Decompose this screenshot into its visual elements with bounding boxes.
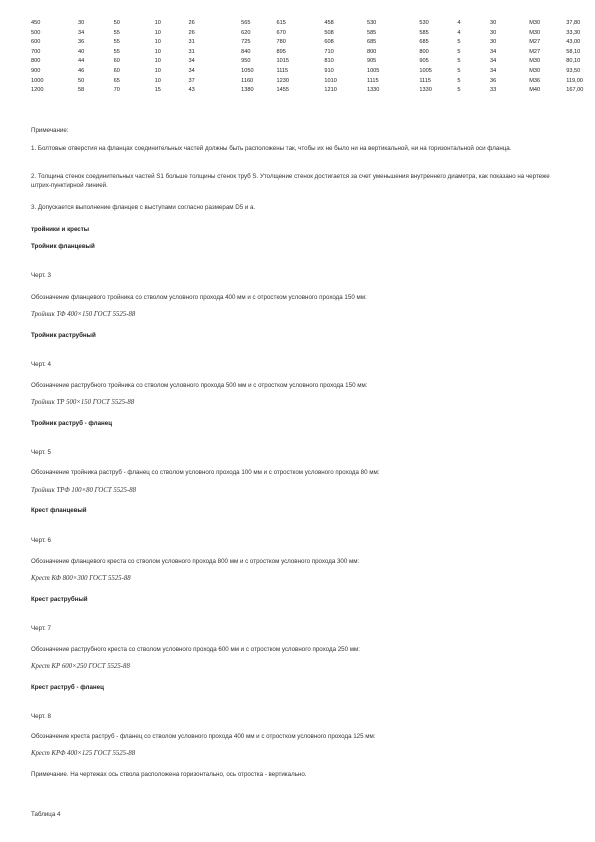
table-cell: 620 <box>241 29 251 36</box>
table-cell: 1005 <box>366 67 380 74</box>
table-cell: 1455 <box>276 87 289 94</box>
table-cell: 58 <box>78 87 85 94</box>
table-cell: 685 <box>366 39 377 46</box>
table-cell: 905 <box>419 58 429 65</box>
section-heading-tees-crosses: тройники и кресты <box>31 226 90 233</box>
table-cell: 700 <box>31 48 41 55</box>
table-cell: 450 <box>31 20 41 26</box>
table-cell: 1000 <box>31 77 44 84</box>
table-cell: 93,50 <box>566 67 581 74</box>
table-cell: 1210 <box>324 87 337 94</box>
table-cell: 34 <box>490 48 497 55</box>
table-cell: 10 <box>154 39 161 46</box>
note-2: 2. Толщина стенок соединительных частей S1 больше толщины стенок труб S. Утолщение стенок достигается за счет уменьшения внутреннего диаметра, как показано на чертеже штрих-пунктирной линией. <box>31 173 550 189</box>
heading-cross-socket: Крест раструбный <box>31 596 88 603</box>
table-cell: 1330 <box>366 87 380 94</box>
table-cell: 34 <box>490 58 497 65</box>
table-cell: 65 <box>113 77 120 84</box>
table-cell: 5 <box>457 67 461 74</box>
table-cell: 55 <box>113 29 120 36</box>
chart-label-7: Черт. 7 <box>31 625 51 632</box>
table-cell: 1010 <box>324 77 337 84</box>
designation-tee-socket-flange: Тройник ТРФ 100×80 ГОСТ 5525-88 <box>31 487 136 494</box>
chart-label-8: Черт. 8 <box>31 713 51 720</box>
designation-cross-socket-flange: Крест КРФ 400×125 ГОСТ 5525-88 <box>31 750 136 757</box>
table-cell: 685 <box>419 39 429 46</box>
table-row <box>31 67 595 77</box>
table-cell: M27 <box>529 39 541 46</box>
table-cell: 43 <box>188 87 195 94</box>
table-cell: 58,10 <box>566 48 581 55</box>
table-cell: 60 <box>113 67 120 74</box>
table-cell: 40 <box>78 48 85 55</box>
table-row <box>31 77 595 87</box>
table-cell: 670 <box>276 29 286 36</box>
table-cell: 1050 <box>241 67 254 74</box>
table-cell: 615 <box>276 20 286 26</box>
table-row <box>31 86 595 96</box>
table-cell: 1115 <box>366 77 379 84</box>
description-tee-socket: Обозначение раструбного тройника со стволом условного прохода 500 мм и с отростком условного прохода 150 мм: <box>31 382 368 389</box>
chart-label-4: Черт. 4 <box>31 361 51 368</box>
table-cell: 895 <box>276 48 286 55</box>
table-cell: 50 <box>78 77 85 84</box>
table-cell: 70 <box>113 87 120 94</box>
table-cell: M30 <box>529 67 541 74</box>
table-caption: Таблица 4 <box>31 811 61 818</box>
table-row <box>31 57 595 67</box>
table-cell: 5 <box>457 48 461 55</box>
table-cell: 119,00 <box>566 77 583 84</box>
table-cell: 1015 <box>276 58 289 65</box>
table-cell: 34 <box>490 67 497 74</box>
table-cell: 34 <box>188 67 195 74</box>
table-cell: 44 <box>78 58 85 65</box>
table-cell: 5 <box>457 58 461 65</box>
table-cell: 810 <box>324 58 334 65</box>
table-cell: 60 <box>113 58 120 65</box>
table-cell: 167,00 <box>566 87 584 94</box>
table-cell: 34 <box>78 29 85 36</box>
table-cell: 1160 <box>241 77 254 84</box>
table-cell: 15 <box>154 87 161 94</box>
description-cross-flanged: Обозначение фланцевого креста со стволом условного прохода 800 мм и с отростком условного прохода 300 мм: <box>31 558 360 565</box>
table-cell: 43,00 <box>566 39 581 46</box>
table-row <box>31 48 595 58</box>
table-cell: 840 <box>241 48 251 55</box>
heading-tee-flanged: Тройник фланцевый <box>31 243 95 250</box>
chart-label-6: Черт. 6 <box>31 537 51 544</box>
table-cell: 30 <box>490 20 497 26</box>
dimensions-table-body <box>31 19 595 96</box>
note-3: 3. Допускается выполнение фланцев с выступами согласно размерам D5 и а. <box>31 204 256 211</box>
table-cell: 10 <box>154 48 161 55</box>
dimensions-table <box>31 19 595 96</box>
table-cell: 1115 <box>419 77 431 84</box>
description-tee-flanged: Обозначение фланцевого тройника со стволом условного прохода 400 мм и с отростком условного прохода 150 мм: <box>31 294 367 301</box>
table-cell: 30 <box>490 29 497 36</box>
table-cell: 458 <box>324 20 334 26</box>
table-cell: 1005 <box>419 67 432 74</box>
designation-cross-socket: Крест КР 600×250 ГОСТ 5525-88 <box>31 663 130 670</box>
table-cell: 725 <box>241 39 251 46</box>
table-cell: 950 <box>241 58 251 65</box>
table-cell: 36 <box>490 77 497 84</box>
table-cell: 26 <box>188 20 195 26</box>
table-cell: 55 <box>113 48 120 55</box>
heading-cross-flanged: Крест фланцевый <box>31 507 87 514</box>
table-cell: 1380 <box>241 87 254 94</box>
table-cell: 10 <box>154 58 161 65</box>
table-cell: 905 <box>366 58 377 65</box>
table-cell: 608 <box>324 39 334 46</box>
table-cell: M27 <box>529 48 541 55</box>
designation-cross-flanged: Крест КФ 800×300 ГОСТ 5525-88 <box>31 575 131 582</box>
table-cell: 80,10 <box>566 58 581 65</box>
table-cell: 530 <box>366 20 377 26</box>
table-cell: 26 <box>188 29 195 36</box>
table-cell: 710 <box>324 48 334 55</box>
table-cell: 46 <box>78 67 85 74</box>
description-cross-socket: Обозначение раструбного креста со стволом условного прохода 600 мм и с отростком условного прохода 250 мм: <box>31 646 361 653</box>
table-cell: 30 <box>490 39 497 46</box>
chart-label-5: Черт. 5 <box>31 449 51 456</box>
table-cell: M40 <box>529 87 541 94</box>
table-cell: 900 <box>31 67 41 74</box>
table-cell: 585 <box>366 29 377 36</box>
heading-tee-socket-flange: Тройник раструб - фланец <box>31 420 113 427</box>
table-cell: 34 <box>188 58 195 65</box>
table-cell: 910 <box>324 67 334 74</box>
table-cell: 37,80 <box>566 20 581 26</box>
table-cell: 600 <box>31 39 41 46</box>
table-cell: 800 <box>419 48 429 55</box>
note-1: 1. Болтовые отверстия на фланцах соединительных частей должны быть расположены так, чтобы их не было ни на вертикальной, ни на горизонтальной оси фланца. <box>31 145 512 152</box>
table-cell: 31 <box>188 48 195 55</box>
designation-tee-flanged: Тройник ТФ 400×150 ГОСТ 5525-88 <box>31 311 136 318</box>
final-note: Примечание. На чертежах ось ствола расположена горизонтально, ось отростка - вертикально. <box>31 771 307 778</box>
table-cell: 4 <box>457 20 461 26</box>
table-cell: M30 <box>529 29 541 36</box>
table-cell: 508 <box>324 29 334 36</box>
table-cell: 33,30 <box>566 29 581 36</box>
table-cell: 4 <box>457 29 461 36</box>
table-cell: 500 <box>31 29 41 36</box>
table-cell: 800 <box>31 58 41 65</box>
table-cell: 565 <box>241 20 251 26</box>
table-cell: 10 <box>154 20 161 26</box>
table-row <box>31 29 595 39</box>
table-cell: 10 <box>154 67 161 74</box>
heading-cross-socket-flange: Крест раструб - фланец <box>31 684 104 691</box>
heading-tee-socket: Тройник раструбный <box>31 332 96 339</box>
chart-label-3: Черт. 3 <box>31 272 51 279</box>
description-cross-socket-flange: Обозначение креста раструб - фланец со стволом условного прохода 400 мм и с отростком условного прохода 125 мм: <box>31 733 376 740</box>
table-cell: M30 <box>529 58 541 65</box>
table-cell: 10 <box>154 29 161 36</box>
table-cell: 1230 <box>276 77 289 84</box>
notes-heading: Примечание: <box>31 127 69 134</box>
table-cell: 10 <box>154 77 161 84</box>
table-cell: M36 <box>529 77 541 84</box>
table-cell: 530 <box>419 20 429 26</box>
table-cell: 33 <box>490 87 497 94</box>
table-row <box>31 19 595 29</box>
table-cell: 780 <box>276 39 286 46</box>
table-cell: 37 <box>188 77 195 84</box>
table-cell: M30 <box>529 20 541 26</box>
designation-tee-socket: Тройник ТР 500×150 ГОСТ 5525-88 <box>31 399 135 406</box>
table-cell: 1115 <box>276 67 289 74</box>
table-cell: 50 <box>113 20 120 26</box>
table-cell: 30 <box>78 20 85 26</box>
table-cell: 1330 <box>419 87 432 94</box>
table-cell: 5 <box>457 87 461 94</box>
table-cell: 55 <box>113 39 120 46</box>
table-row <box>31 38 595 48</box>
table-cell: 5 <box>457 77 461 84</box>
table-cell: 5 <box>457 39 461 46</box>
table-cell: 31 <box>188 39 195 46</box>
table-cell: 1200 <box>31 87 44 94</box>
table-cell: 800 <box>366 48 377 55</box>
description-tee-socket-flange: Обозначение тройника раструб - фланец со стволом условного прохода 100 мм и с отростком условного прохода 80 мм: <box>31 469 380 476</box>
table-cell: 585 <box>419 29 429 36</box>
table-cell: 36 <box>78 39 85 46</box>
